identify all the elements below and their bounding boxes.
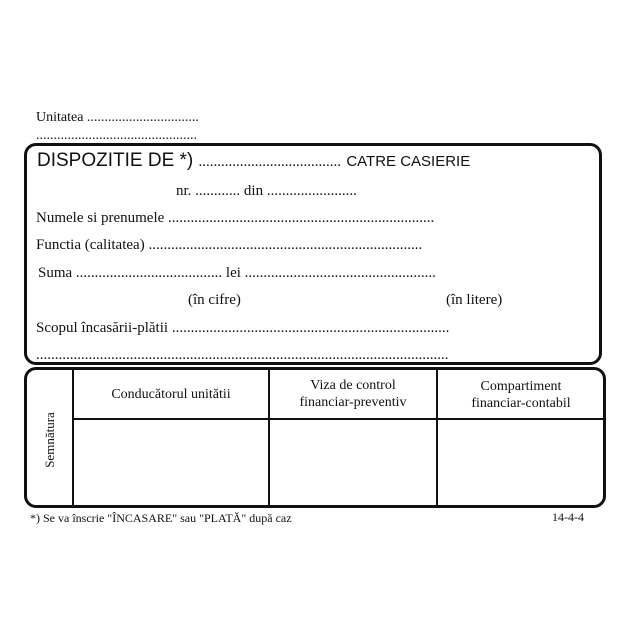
unitatea-label: Unitatea	[36, 110, 84, 125]
col-head-compartiment-line2: financiar-contabil	[471, 396, 571, 411]
col-head-viza-line1: Viza de control	[310, 378, 396, 393]
col-head-conducator	[74, 386, 268, 403]
scopul-row	[36, 320, 449, 337]
din-field[interactable]: ........................	[266, 183, 357, 199]
signature-side-label: Semnătura	[42, 412, 57, 468]
col-head-viza-line2: financiar-preventiv	[299, 395, 407, 410]
suma-cifre-field[interactable]: .......................................	[75, 265, 223, 281]
scopul-label: Scopul încasării-plătii	[36, 320, 169, 336]
nr-field[interactable]: ............	[195, 183, 241, 199]
suma-label: Suma	[38, 265, 73, 281]
nume-row	[36, 210, 434, 227]
form-title-dots[interactable]: ......................................	[198, 154, 342, 170]
functia-label: Functia (calitatea)	[36, 237, 145, 253]
signature-cell-conducator[interactable]	[74, 420, 268, 506]
in-cifre-label: (în cifre)	[188, 292, 241, 308]
unitatea-line-2[interactable]: ..............................................	[36, 128, 197, 143]
din-label: din	[243, 183, 264, 199]
lei-label: lei	[225, 265, 241, 281]
scopul-field[interactable]: ..........................................................................	[171, 320, 450, 336]
signature-cell-viza[interactable]	[270, 420, 436, 506]
unitatea-dots[interactable]: ................................	[86, 110, 199, 125]
form-title-row	[37, 150, 470, 172]
in-litere-label: (în litere)	[446, 292, 503, 308]
nr-din-row	[176, 183, 357, 200]
form-title-suffix: CATRE CASIERIE	[346, 153, 471, 170]
col-head-compartiment-line1: Compartiment	[480, 379, 562, 394]
functia-row	[36, 237, 422, 254]
functia-field[interactable]: .........................................................................	[148, 237, 423, 253]
signature-cell-compartiment[interactable]	[438, 420, 604, 506]
unitatea-line	[36, 110, 199, 126]
col-head-compartiment	[438, 378, 604, 412]
footer-note: *) Se va înscrie "ÎNCASARE" sau "PLATĂ" după caz	[30, 511, 292, 525]
scopul-field-2[interactable]: ..............................................................................................................	[36, 347, 449, 363]
col-head-conducator-text: Conducătorul unitătii	[111, 387, 231, 402]
nume-field[interactable]: .......................................................................	[168, 210, 435, 226]
form-code: 14-4-4	[552, 510, 584, 524]
form-title: DISPOZITIE DE *)	[37, 150, 194, 171]
suma-litere-field[interactable]: ...................................................	[244, 265, 436, 281]
nume-label: Numele si prenumele	[36, 210, 165, 226]
col-head-viza	[270, 377, 436, 411]
suma-row	[38, 265, 436, 282]
nr-label: nr.	[176, 183, 192, 199]
